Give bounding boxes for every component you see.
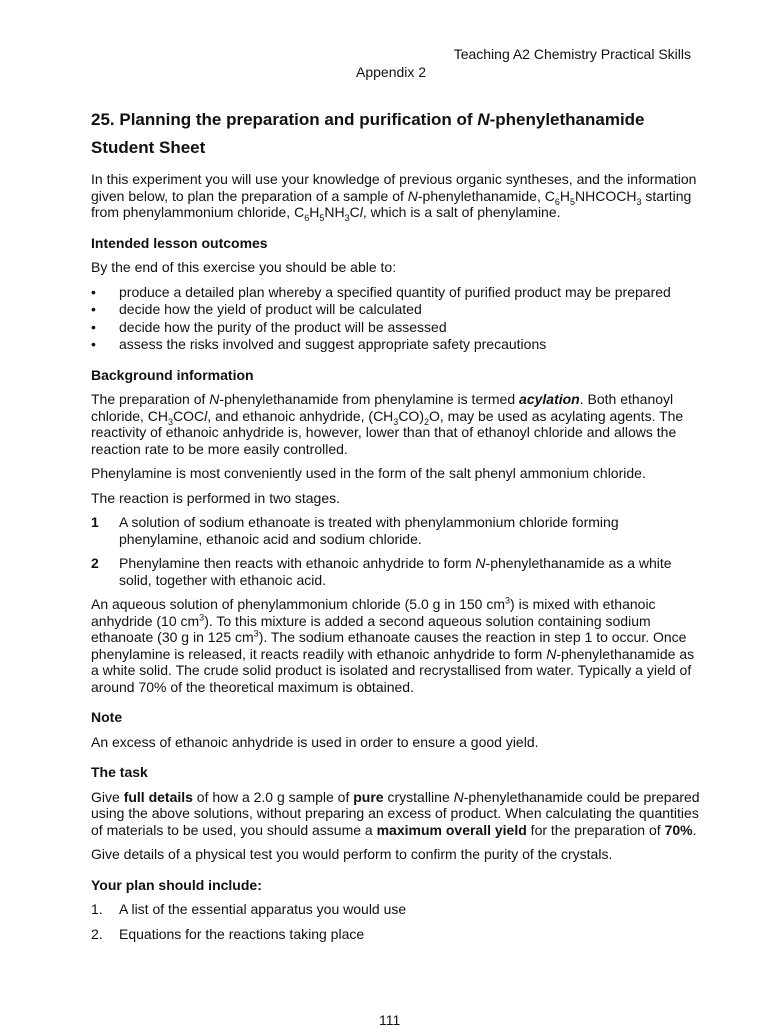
bullet-icon: •: [91, 301, 96, 317]
list-item: • decide how the yield of product will be calculated: [91, 301, 422, 317]
list-item: 2. Equations for the reactions taking place: [91, 925, 365, 942]
list-item: • produce a detailed plan whereby a specified quantity of purified product may be prepared: [91, 283, 671, 300]
task-heading: The task: [91, 764, 148, 780]
task-paragraph-2: Give details of a physical test you would perform to confirm the purity of the crystals.: [91, 846, 613, 862]
header-appendix: Appendix 2: [356, 64, 427, 80]
outcomes-list: [91, 284, 701, 353]
reaction-steps: [91, 514, 701, 588]
list-item: 2 Phenylamine then reacts with ethanoic anhydride to form N-phenylethanamide as a white solid, together with ethanoic acid.: [91, 555, 672, 588]
plan-heading: Your plan should include:: [91, 876, 262, 893]
note-heading: Note: [91, 709, 123, 725]
background-paragraph-2: Phenylamine is most conveniently used in the form of the salt phenyl ammonium chloride.: [91, 465, 646, 481]
title-subtitle: Student Sheet: [91, 138, 206, 157]
outcomes-heading: Intended lesson outcomes: [91, 234, 268, 251]
header-course-title: Teaching A2 Chemistry Practical Skills: [453, 46, 691, 62]
step-number: 2: [91, 555, 99, 571]
background-paragraph-1: The preparation of N-phenylethanamide from phenylamine is termed acylation. Both ethanoyl chloride, $CH_3COCl$, and ethanoic anhydride, $(CH_3CO)_2O$, may be used as acylating agents. The reactivity of ethanoic anhydride is, however, lower than that of ethanoyl chloride and allows the reaction rate to be more easily controlled.: [91, 391, 684, 457]
background-heading: Background information: [91, 366, 254, 383]
item-number: 2.: [91, 925, 103, 942]
background-paragraph-3: The reaction is performed in two stages.: [91, 489, 341, 506]
list-item: 1. A list of the essential apparatus you would use: [91, 901, 407, 917]
bullet-icon: •: [91, 336, 96, 352]
task-paragraph-1: Give full details of how a 2.0 g sample of pure crystalline N-phenylethanamide could be prepared using the above solutions, without preparing an excess of product. When calculating the quantities of materials to be used, you should assume a maximum overall yield for the preparation of 70%.: [91, 788, 700, 838]
intro-paragraph: In this experiment you will use your knowledge of previous organic syntheses, and the information given below, to plan the preparation of a sample of N-phenylethanamide, $C_6H_5NHCOCH_3$ starting from phenylammonium chloride, $C_6H_5NH_3Cl$, which is a salt of phenylamine.: [91, 171, 697, 223]
list-item: • decide how the purity of the product will be assessed: [91, 318, 447, 335]
item-number: 1.: [91, 901, 103, 917]
outcomes-lead: By the end of this exercise you should be able to:: [91, 259, 397, 275]
page-title: [91, 106, 731, 162]
title-main: 25. Planning the preparation and purification of N-phenylethanamide: [91, 110, 645, 129]
list-item: • assess the risks involved and suggest appropriate safety precautions: [91, 336, 547, 352]
step-number: 1: [91, 514, 99, 530]
note-text: An excess of ethanoic anhydride is used in order to ensure a good yield.: [91, 733, 539, 750]
bullet-icon: •: [91, 283, 96, 300]
plan-list: [91, 901, 701, 942]
main-content: [91, 171, 701, 950]
bullet-icon: •: [91, 318, 96, 335]
page-number: 111: [379, 1012, 401, 1028]
background-paragraph-4: An aqueous solution of phenylammonium chloride (5.0 g in 150 $cm^3$) is mixed with ethanoic anhydride (10 $cm^3$). To this mixture is added a second aqueous solution containing sodium ethanoate (30 g in 125 $cm^3$). The sodium ethanoate causes the reaction in step 1 to occur. Once phenylamine is released, it reacts readily with ethanoic anhydride to form N-phenylethanamide as a white solid. The crude solid product is isolated and recrystallised from water. Typically a yield of around 70% of the theoretical maximum is obtained.: [91, 595, 695, 695]
list-item: 1 A solution of sodium ethanoate is treated with phenylammonium chloride forming phenylamine, ethanoic acid and sodium chloride.: [91, 514, 619, 547]
